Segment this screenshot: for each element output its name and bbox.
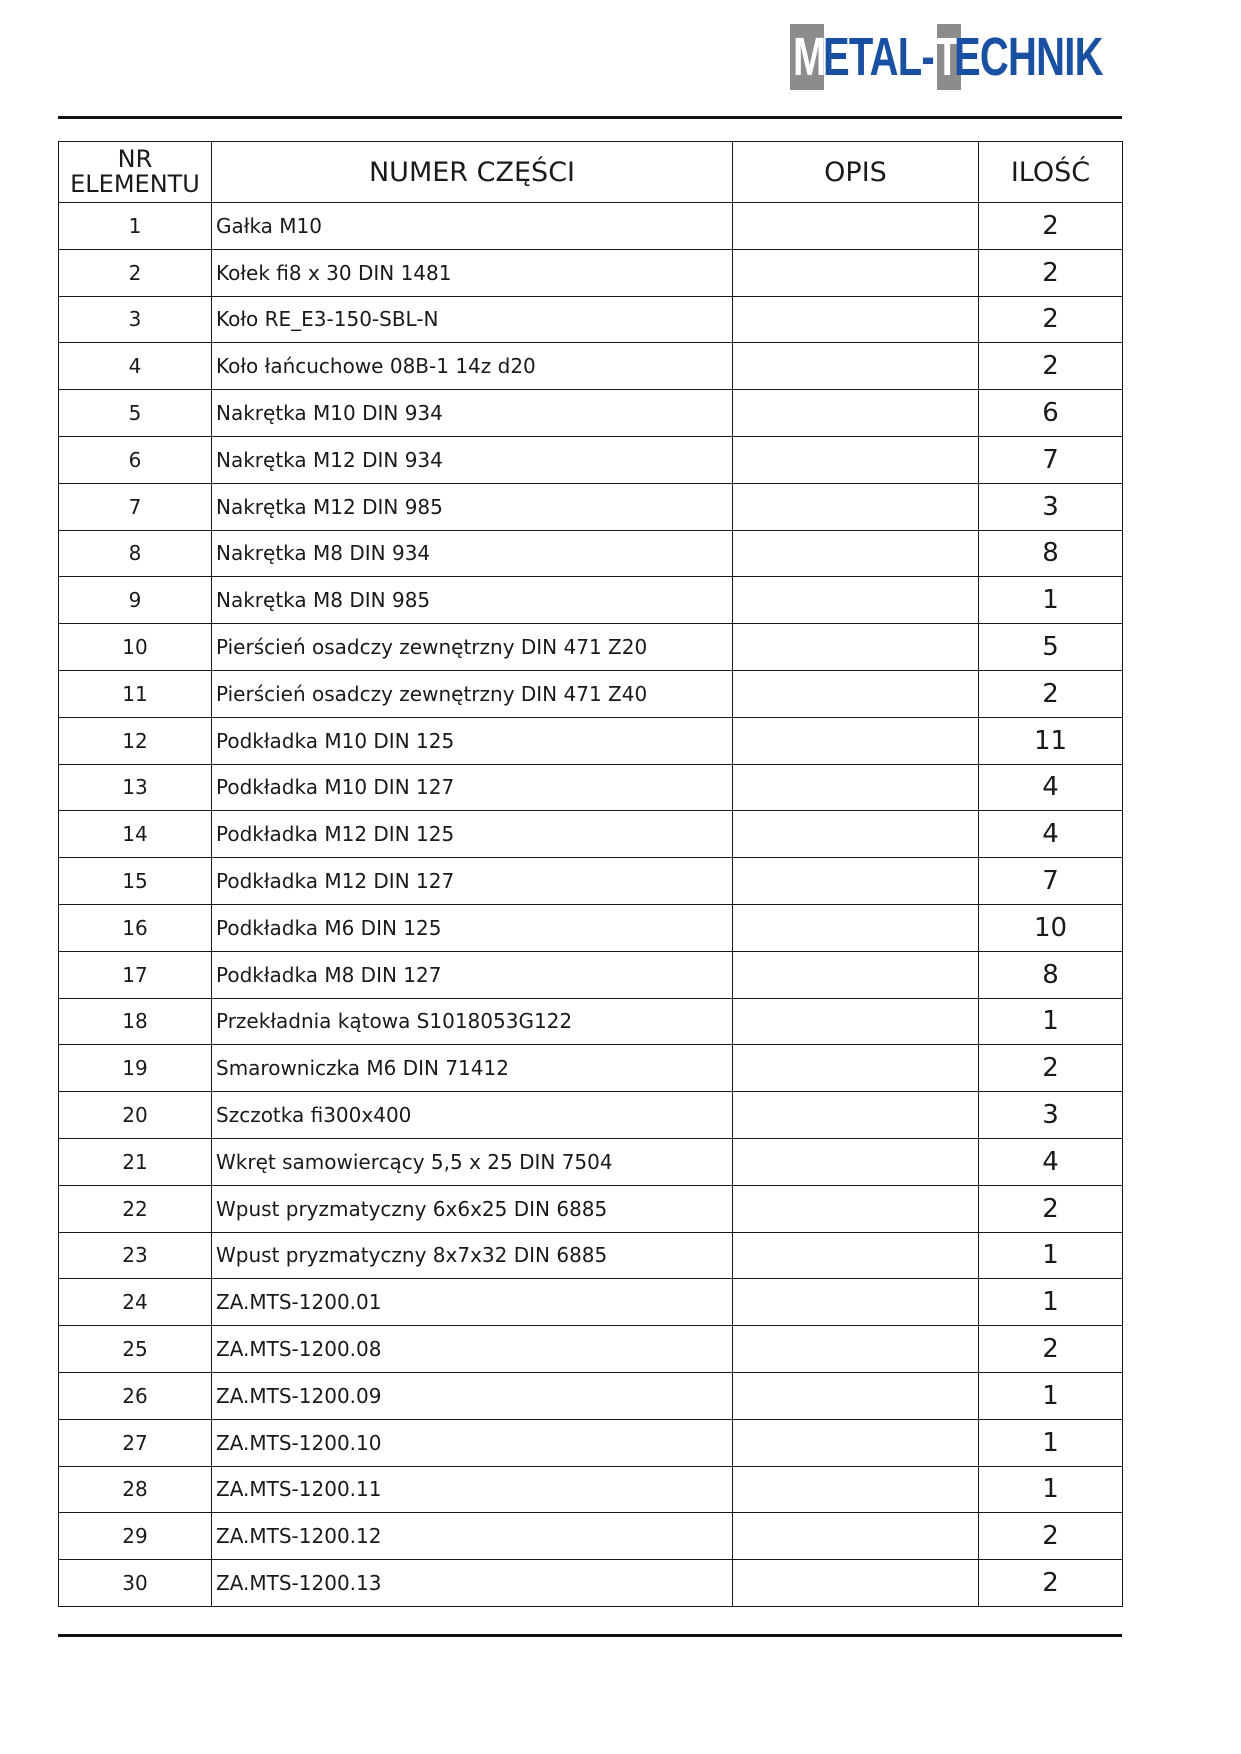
quantity: 1 <box>979 998 1123 1045</box>
table-row <box>59 998 1123 1045</box>
part-number: Smarowniczka M6 DIN 71412 <box>212 1045 733 1092</box>
row-number: 7 <box>59 483 212 530</box>
description <box>733 858 979 905</box>
description <box>733 670 979 717</box>
description <box>733 249 979 296</box>
part-number: ZA.MTS-1200.01 <box>212 1279 733 1326</box>
quantity: 6 <box>979 390 1123 437</box>
part-number: ZA.MTS-1200.08 <box>212 1326 733 1373</box>
table-row <box>59 858 1123 905</box>
table-row <box>59 1045 1123 1092</box>
row-number: 1 <box>59 203 212 250</box>
description <box>733 530 979 577</box>
quantity: 1 <box>979 1466 1123 1513</box>
logo-letter-m: M <box>793 27 826 87</box>
part-number: Pierścień osadczy zewnętrzny DIN 471 Z20 <box>212 624 733 671</box>
part-number: Koło łańcuchowe 08B-1 14z d20 <box>212 343 733 390</box>
quantity: 1 <box>979 1372 1123 1419</box>
description <box>733 1466 979 1513</box>
quantity: 3 <box>979 1092 1123 1139</box>
table-row <box>59 1138 1123 1185</box>
parts-list-table <box>58 141 1123 1607</box>
logo-letter-t: T <box>935 27 959 87</box>
row-number: 29 <box>59 1513 212 1560</box>
column-header-nr-line1: NR <box>117 145 153 173</box>
description <box>733 717 979 764</box>
quantity: 2 <box>979 1326 1123 1373</box>
part-number: Nakrętka M12 DIN 985 <box>212 483 733 530</box>
quantity: 11 <box>979 717 1123 764</box>
description <box>733 1560 979 1607</box>
table-row <box>59 1185 1123 1232</box>
quantity: 2 <box>979 1185 1123 1232</box>
row-number: 13 <box>59 764 212 811</box>
row-number: 4 <box>59 343 212 390</box>
quantity: 1 <box>979 577 1123 624</box>
part-number: Nakrętka M8 DIN 985 <box>212 577 733 624</box>
table-row <box>59 1372 1123 1419</box>
quantity: 8 <box>979 951 1123 998</box>
table-row <box>59 296 1123 343</box>
table-row <box>59 436 1123 483</box>
part-number: Przekładnia kątowa S1018053G122 <box>212 998 733 1045</box>
quantity: 5 <box>979 624 1123 671</box>
table-row <box>59 1232 1123 1279</box>
description <box>733 343 979 390</box>
quantity: 10 <box>979 904 1123 951</box>
quantity: 2 <box>979 1045 1123 1092</box>
column-header-nr-line2: ELEMENTU <box>70 170 200 198</box>
row-number: 15 <box>59 858 212 905</box>
row-number: 27 <box>59 1419 212 1466</box>
part-number: Wpust pryzmatyczny 6x6x25 DIN 6885 <box>212 1185 733 1232</box>
table-row <box>59 811 1123 858</box>
row-number: 2 <box>59 249 212 296</box>
description <box>733 1138 979 1185</box>
part-number: Wkręt samowiercący 5,5 x 25 DIN 7504 <box>212 1138 733 1185</box>
row-number: 6 <box>59 436 212 483</box>
table-row <box>59 530 1123 577</box>
quantity: 4 <box>979 764 1123 811</box>
table-row <box>59 764 1123 811</box>
row-number: 25 <box>59 1326 212 1373</box>
part-number: Kołek fi8 x 30 DIN 1481 <box>212 249 733 296</box>
description <box>733 203 979 250</box>
logo-text-etal: ETAL- <box>823 27 934 87</box>
table-row <box>59 1419 1123 1466</box>
part-number: ZA.MTS-1200.10 <box>212 1419 733 1466</box>
quantity: 2 <box>979 343 1123 390</box>
row-number: 18 <box>59 998 212 1045</box>
table-row <box>59 577 1123 624</box>
table-row <box>59 203 1123 250</box>
description <box>733 1279 979 1326</box>
part-number: Nakrętka M12 DIN 934 <box>212 436 733 483</box>
quantity: 8 <box>979 530 1123 577</box>
row-number: 19 <box>59 1045 212 1092</box>
column-header-nr <box>59 142 212 203</box>
part-number: Koło RE_E3-150-SBL-N <box>212 296 733 343</box>
row-number: 12 <box>59 717 212 764</box>
row-number: 30 <box>59 1560 212 1607</box>
description <box>733 1185 979 1232</box>
part-number: ZA.MTS-1200.11 <box>212 1466 733 1513</box>
quantity: 7 <box>979 858 1123 905</box>
quantity: 4 <box>979 811 1123 858</box>
row-number: 16 <box>59 904 212 951</box>
description <box>733 1092 979 1139</box>
row-number: 5 <box>59 390 212 437</box>
description <box>733 1513 979 1560</box>
header-divider <box>58 116 1122 119</box>
table-row <box>59 1279 1123 1326</box>
row-number: 24 <box>59 1279 212 1326</box>
row-number: 3 <box>59 296 212 343</box>
description <box>733 436 979 483</box>
part-number: Nakrętka M8 DIN 934 <box>212 530 733 577</box>
company-logo <box>790 24 1115 90</box>
row-number: 14 <box>59 811 212 858</box>
description <box>733 811 979 858</box>
description <box>733 998 979 1045</box>
table-row <box>59 390 1123 437</box>
table-row <box>59 717 1123 764</box>
part-number: ZA.MTS-1200.09 <box>212 1372 733 1419</box>
footer-divider <box>58 1634 1122 1637</box>
part-number: ZA.MTS-1200.13 <box>212 1560 733 1607</box>
table-row <box>59 1466 1123 1513</box>
quantity: 2 <box>979 1560 1123 1607</box>
quantity: 2 <box>979 203 1123 250</box>
table-row <box>59 904 1123 951</box>
description <box>733 764 979 811</box>
table-row <box>59 1513 1123 1560</box>
part-number: Podkładka M8 DIN 127 <box>212 951 733 998</box>
table-row <box>59 951 1123 998</box>
part-number: Podkładka M10 DIN 127 <box>212 764 733 811</box>
quantity: 2 <box>979 1513 1123 1560</box>
quantity: 2 <box>979 670 1123 717</box>
part-number: Szczotka fi300x400 <box>212 1092 733 1139</box>
description <box>733 951 979 998</box>
part-number: Podkładka M12 DIN 127 <box>212 858 733 905</box>
part-number: Gałka M10 <box>212 203 733 250</box>
quantity: 7 <box>979 436 1123 483</box>
description <box>733 1419 979 1466</box>
description <box>733 1372 979 1419</box>
part-number: Podkładka M6 DIN 125 <box>212 904 733 951</box>
description <box>733 390 979 437</box>
part-number: Pierścień osadczy zewnętrzny DIN 471 Z40 <box>212 670 733 717</box>
part-number: Nakrętka M10 DIN 934 <box>212 390 733 437</box>
description <box>733 483 979 530</box>
row-number: 17 <box>59 951 212 998</box>
part-number: Podkładka M10 DIN 125 <box>212 717 733 764</box>
row-number: 26 <box>59 1372 212 1419</box>
table-header-row <box>59 142 1123 203</box>
table-row <box>59 483 1123 530</box>
description <box>733 1045 979 1092</box>
table-row <box>59 1560 1123 1607</box>
row-number: 11 <box>59 670 212 717</box>
table-row <box>59 249 1123 296</box>
quantity: 1 <box>979 1419 1123 1466</box>
row-number: 10 <box>59 624 212 671</box>
column-header-qty: ILOŚĆ <box>979 142 1123 203</box>
row-number: 21 <box>59 1138 212 1185</box>
logo-text-echnik: ECHNIK <box>954 27 1103 87</box>
row-number: 8 <box>59 530 212 577</box>
quantity: 2 <box>979 249 1123 296</box>
row-number: 9 <box>59 577 212 624</box>
row-number: 20 <box>59 1092 212 1139</box>
row-number: 23 <box>59 1232 212 1279</box>
table-row <box>59 1326 1123 1373</box>
column-header-desc: OPIS <box>733 142 979 203</box>
table-row <box>59 343 1123 390</box>
part-number: ZA.MTS-1200.12 <box>212 1513 733 1560</box>
table-row <box>59 670 1123 717</box>
table-row <box>59 1092 1123 1139</box>
table-row <box>59 624 1123 671</box>
quantity: 1 <box>979 1279 1123 1326</box>
quantity: 2 <box>979 296 1123 343</box>
part-number: Podkładka M12 DIN 125 <box>212 811 733 858</box>
quantity: 1 <box>979 1232 1123 1279</box>
quantity: 4 <box>979 1138 1123 1185</box>
description <box>733 1326 979 1373</box>
part-number: Wpust pryzmatyczny 8x7x32 DIN 6885 <box>212 1232 733 1279</box>
description <box>733 577 979 624</box>
description <box>733 624 979 671</box>
description <box>733 1232 979 1279</box>
quantity: 3 <box>979 483 1123 530</box>
description <box>733 904 979 951</box>
row-number: 22 <box>59 1185 212 1232</box>
column-header-part: NUMER CZĘŚCI <box>212 142 733 203</box>
row-number: 28 <box>59 1466 212 1513</box>
description <box>733 296 979 343</box>
